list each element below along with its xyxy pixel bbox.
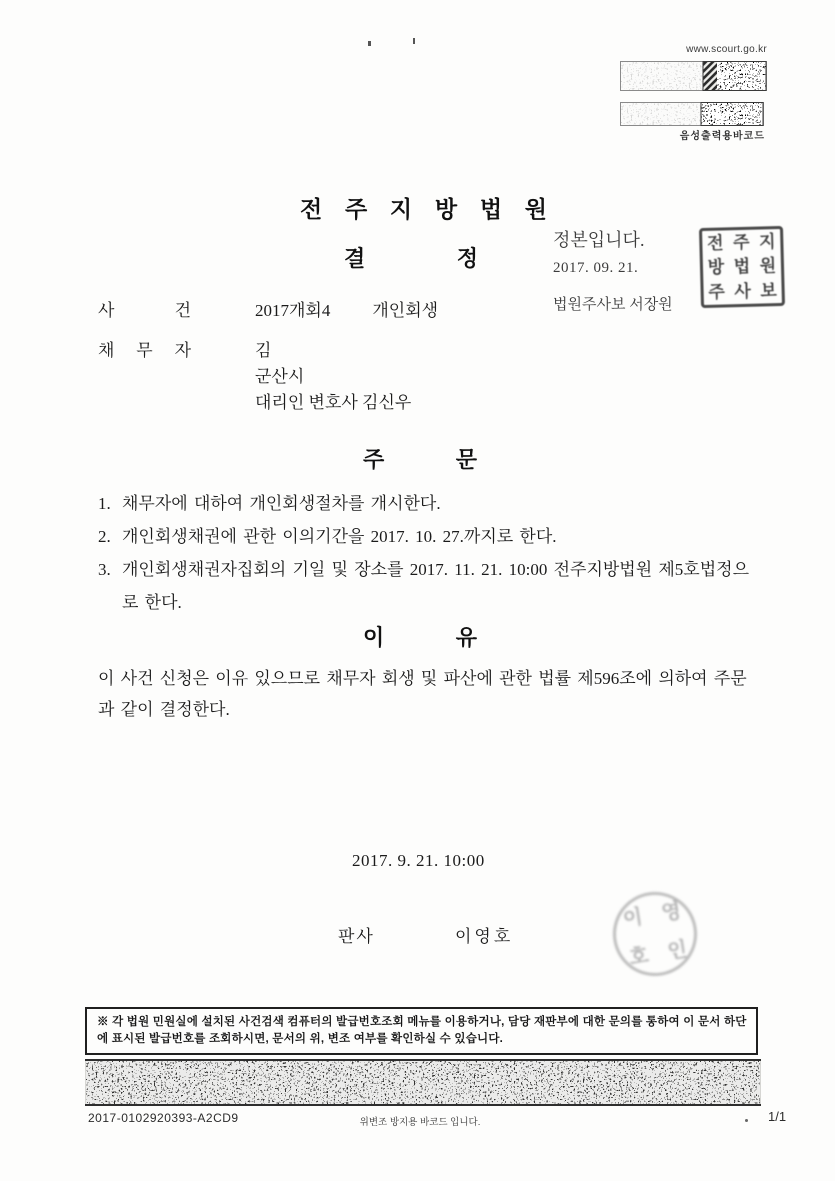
debtor-city: 군산시 (255, 367, 305, 386)
scan-speck (413, 38, 415, 44)
verification-notice-text: ※ 각 법원 민원실에 설치된 사건검색 컴퓨터의 발급번호조회 메뉴를 이용하거나, 담당 재판부에 대한 문의를 통하여 이 문서 하단에 표시된 발급번호를 조회하시면, 문서의 위, 변조 여부를 확인하실 수 있습니다. (97, 1016, 747, 1045)
order-list (98, 487, 755, 619)
scourt-url-label: www.scourt.go.kr (686, 44, 767, 55)
order-item-marker: 1. (98, 494, 111, 513)
court-clerk-seal-stamp: 전 주 지 방 법 원 주 사 보 (699, 226, 785, 308)
order-item-1 (98, 487, 755, 520)
voice-barcode-label: 음성출력용바코드 (679, 131, 765, 142)
order-item-3 (98, 553, 755, 619)
order-item-2 (98, 520, 755, 553)
judge-name: 이영호 (455, 927, 514, 946)
judge-label: 판사 (338, 927, 375, 946)
voice-barcode-strip-1 (620, 61, 767, 91)
verification-notice-box (85, 1007, 758, 1055)
debtor-representative: 대리인 변호사 김신우 (255, 393, 412, 412)
barcode-caption: 위변조 방지용 바코드 입니다. (359, 1117, 481, 1128)
order-item-marker: 2. (98, 527, 111, 546)
certifying-officer: 법원주사보 서장원 (553, 297, 673, 313)
voice-barcode-strip-2 (620, 102, 764, 126)
order-item-text: 개인회생채권에 관한 이의기간을 2017. 10. 27.까지로 한다. (122, 527, 557, 546)
order-item-text: 채무자에 대하여 개인회생절차를 개시한다. (122, 494, 441, 513)
reason-section-heading: 이 유 (363, 625, 477, 650)
case-number: 2017개회4 (255, 301, 331, 320)
decision-datetime: 2017. 9. 21. 10:00 (352, 851, 485, 870)
reason-body: 이 사건 신청은 이유 있으므로 채무자 회생 및 파산에 관한 법률 제596조에 의하여 주문과 같이 결정한다. (98, 669, 747, 719)
page-number-indicator: 1/1 (768, 1109, 787, 1124)
order-section-heading: 주 문 (363, 447, 477, 472)
document-type-title: 결 정 (344, 246, 478, 271)
order-item-text: 개인회생채권자집회의 기일 및 장소를 2017. 11. 21. 10:00 전주지방법원 제5호법정으로 한다. (122, 560, 749, 612)
certified-copy-statement: 정본입니다. (553, 230, 645, 250)
debtor-label: 채 무 자 (98, 341, 191, 360)
anti-forgery-barcode (85, 1059, 761, 1106)
case-type: 개인회생 (372, 301, 439, 320)
court-name-title: 전 주 지 방 법 원 (300, 197, 547, 222)
debtor-name: 김 (255, 341, 272, 360)
certification-date: 2017. 09. 21. (553, 260, 639, 276)
case-number-value (255, 296, 438, 321)
issuance-number: 2017-0102920393-A2CD9 (88, 1111, 239, 1125)
case-number-label: 사 건 (98, 301, 191, 320)
order-item-marker: 3. (98, 560, 111, 579)
judge-seal-stamp: 이 영 호 인 (607, 886, 703, 982)
scan-speck (368, 41, 371, 46)
scan-speck (745, 1119, 748, 1122)
